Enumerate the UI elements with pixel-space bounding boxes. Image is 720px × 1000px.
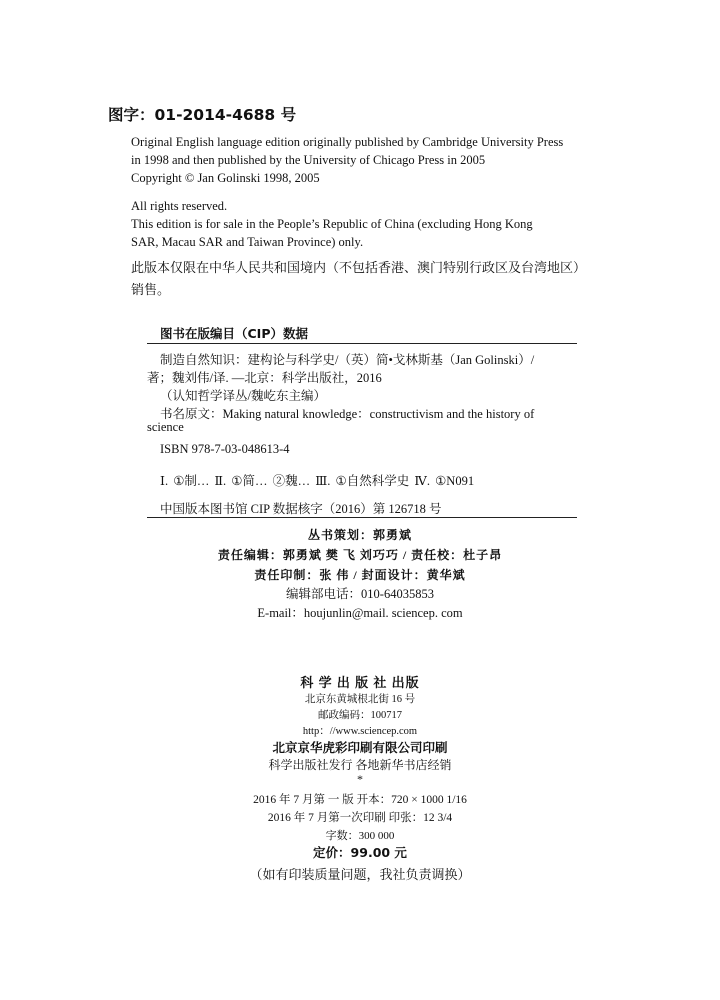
publisher-website: http：//www.sciencep.com <box>302 726 418 737</box>
copyright-line: Original English language edition originally published by Cambridge University Press <box>131 135 564 149</box>
cip-line: 制造自然知识：建构论与科学史/（英）简•戈林斯基（Jan Golinski）/ <box>160 353 535 367</box>
copyright-line: Copyright © Jan Golinski 1998, 2005 <box>131 171 320 185</box>
permit-number: 图字：01-2014-4688 号 <box>108 106 297 124</box>
copyright-line: in 1998 and then published by the University of Chicago Press in 2005 <box>131 153 486 167</box>
cip-line: 书名原文：Making natural knowledge：constructivism and the history of <box>160 407 535 421</box>
cn-restriction-line: 此版本仅限在中华人民共和国境内（不包括香港、澳门特别行政区及台湾地区） <box>131 260 587 275</box>
price: 定价：99.00 元 <box>313 845 407 860</box>
publisher-postcode: 邮政编码：100717 <box>318 710 402 721</box>
cip-top-rule <box>147 343 577 344</box>
edition-info: 2016 年 7 月第 一 版 开本：720 × 1000 1/16 <box>253 794 467 806</box>
distribution: 科学出版社发行 各地新华书店经销 <box>268 758 452 772</box>
rights-line: SAR, Macau SAR and Taiwan Province) only. <box>131 235 364 249</box>
cip-heading: 图书在版编目（CIP）数据 <box>160 326 308 341</box>
publisher-name: 科 学 出 版 社 出版 <box>300 675 420 690</box>
publisher-address: 北京东黄城根北街 16 号 <box>304 694 416 705</box>
cip-line: （认知哲学译丛/魏屹东主编） <box>160 389 326 403</box>
cn-restriction-line: 销售。 <box>131 282 171 297</box>
quality-note: （如有印装质量问题，我社负责调换） <box>249 867 471 882</box>
cip-isbn: ISBN 978-7-03-048613-4 <box>160 442 290 456</box>
responsible-editors: 责任编辑：郭勇斌 樊 飞 刘巧巧 / 责任校：杜子昂 <box>217 548 503 562</box>
rights-line: All rights reserved. <box>131 199 228 213</box>
editorial-phone: 编辑部电话：010-64035853 <box>286 587 434 601</box>
word-count: 字数：300 000 <box>325 830 395 842</box>
cip-classification: Ⅰ. ①制… Ⅱ. ①简… ②魏… Ⅲ. ①自然科学史 Ⅳ. ①N091 <box>160 474 475 488</box>
rights-line: This edition is for sale in the People’s Republic of China (excluding Hong Kong <box>131 217 533 231</box>
cip-line: 著；魏刘伟/译. —北京：科学出版社，2016 <box>147 371 382 385</box>
separator-star: * <box>357 772 363 786</box>
printer-name: 北京京华虎彩印刷有限公司印刷 <box>272 741 448 755</box>
cip-bottom-rule <box>147 517 577 518</box>
cip-record-number: 中国版本图书馆 CIP 数据核字（2016）第 126718 号 <box>160 502 442 516</box>
printing-and-design: 责任印制：张 伟 / 封面设计：黄华斌 <box>254 568 466 582</box>
cip-line: science <box>147 420 184 434</box>
series-planner: 丛书策划：郭勇斌 <box>307 528 412 542</box>
editorial-email: E-mail：houjunlin@mail. sciencep. com <box>257 606 463 620</box>
printing-info: 2016 年 7 月第一次印刷 印张：12 3/4 <box>267 812 453 824</box>
